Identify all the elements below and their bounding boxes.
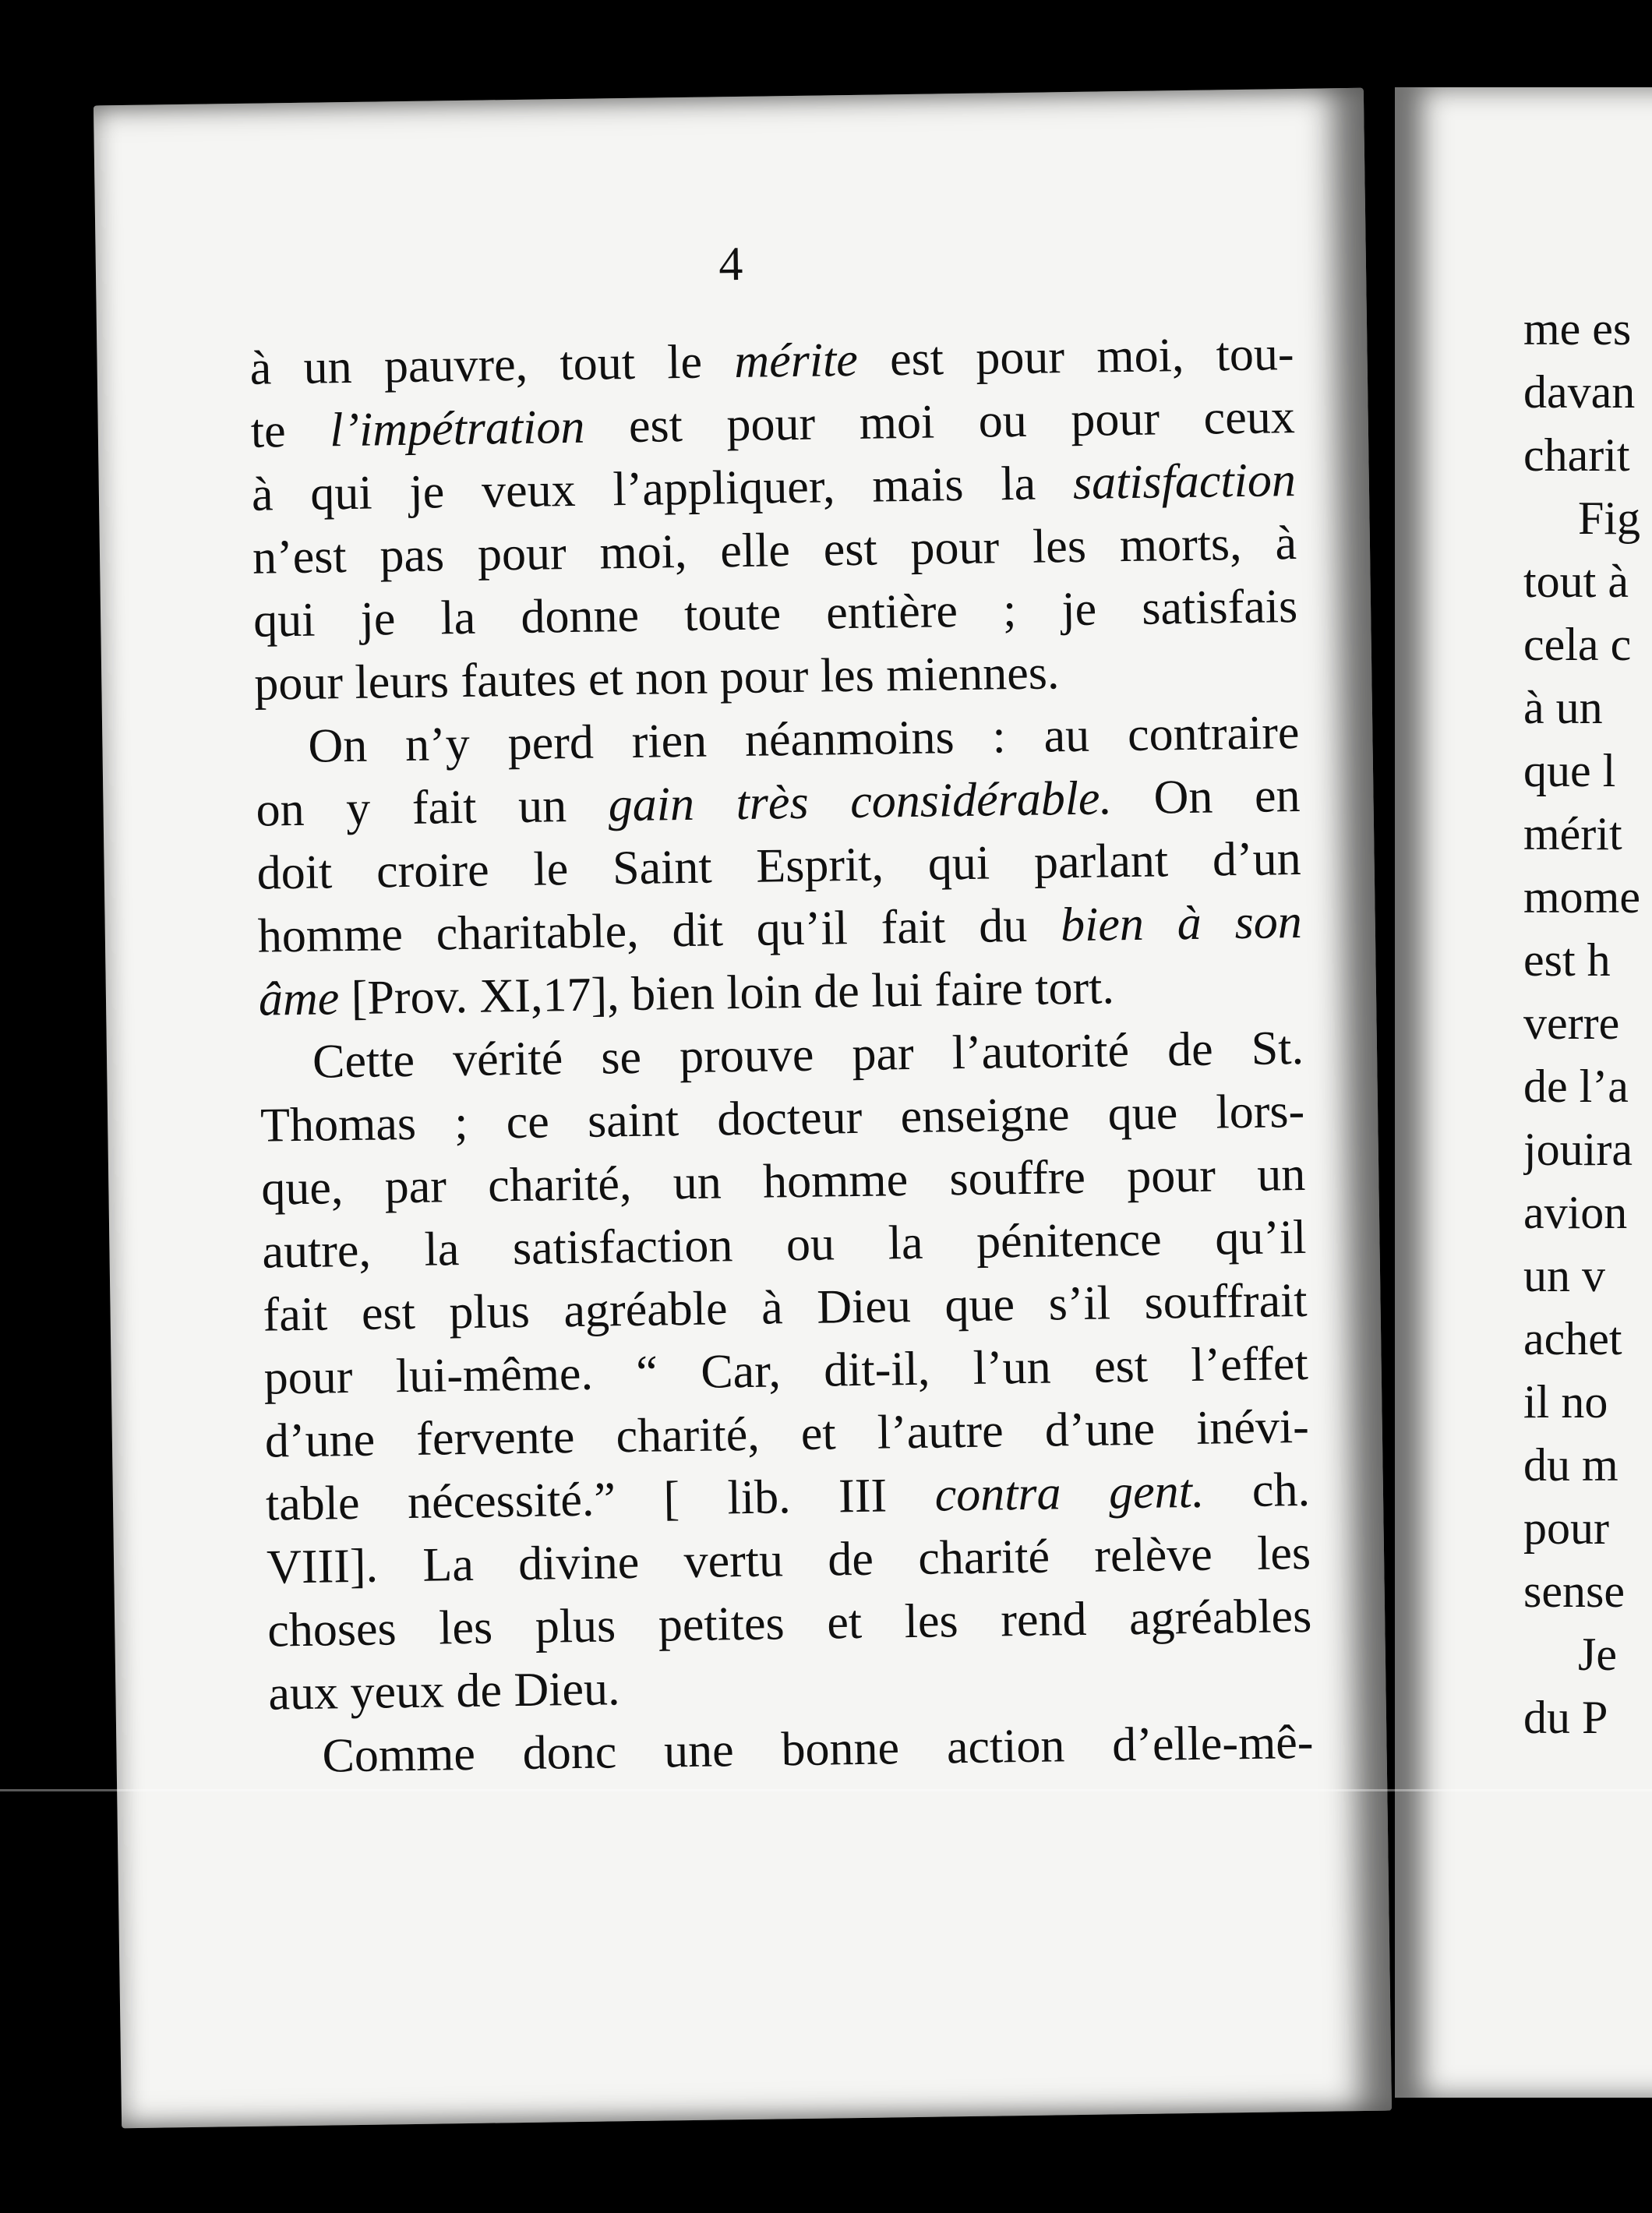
text-segment: fait est plus agréable à Dieu que s’il souffrait <box>263 1273 1308 1342</box>
text-segment: pour lui-même. “ Car, dit-il, l’un est l’effet <box>263 1336 1309 1405</box>
text-line: davan <box>1523 366 1636 418</box>
text-line: du P <box>1523 1692 1608 1743</box>
text-segment: on y fait un <box>256 778 609 837</box>
right-book-page <box>1395 87 1652 2098</box>
italic-text-segment: satisfaction <box>1072 454 1297 510</box>
text-line <box>269 1711 1314 1789</box>
text-segment: Cette vérité se prouve par l’autorité de St. <box>312 1021 1304 1089</box>
text-segment: autre, la satisfaction ou la pénitence qu’il <box>262 1210 1307 1279</box>
scan-artifact-line <box>0 1789 1652 1791</box>
text-segment: d’une fervente charité, et l’autre d’une inévi- <box>264 1399 1310 1468</box>
text-segment: pour leurs fautes et non pour les miennes. <box>253 646 1060 711</box>
text-line: avion <box>1523 1187 1628 1238</box>
text-line: il no <box>1523 1376 1608 1428</box>
text-line: tout à <box>1523 556 1629 607</box>
text-line: de l’a <box>1523 1061 1629 1112</box>
text-line: Je <box>1578 1629 1617 1680</box>
left-page-body-text <box>249 323 1314 1789</box>
italic-text-segment: âme <box>258 972 340 1026</box>
text-segment: qui je la donne toute entière ; je satisfais <box>252 579 1298 648</box>
text-line: un v <box>1523 1250 1605 1301</box>
italic-text-segment: contra gent. <box>934 1464 1205 1522</box>
italic-text-segment: l’impétration <box>329 400 585 457</box>
text-line: cela c <box>1523 619 1632 670</box>
text-line: me es <box>1523 303 1632 355</box>
text-line: mérit <box>1523 808 1622 859</box>
text-segment: que, par charité, un homme souffre pour un <box>260 1147 1306 1216</box>
text-line: à un <box>1523 682 1603 733</box>
text-segment: Thomas ; ce saint docteur enseigne que lors- <box>259 1084 1305 1152</box>
text-segment: choses les plus petites et les rend agréables <box>267 1589 1312 1657</box>
text-segment: VIII]. La divine vertu de charité relève les <box>266 1526 1311 1594</box>
text-segment: ch. <box>1203 1463 1311 1518</box>
text-line: mome <box>1523 871 1640 923</box>
text-segment: homme charitable, dit qu’il fait du <box>257 898 1061 963</box>
text-segment: n’est pas pour moi, elle est pour les morts, à <box>252 517 1297 584</box>
text-line: que l <box>1523 745 1616 796</box>
text-segment: table nécessité.” [ lib. III <box>265 1468 936 1531</box>
left-book-page <box>94 88 1392 2129</box>
text-segment: à un pauvre, tout le <box>249 335 735 395</box>
text-segment: On n’y perd rien néanmoins : au contraire <box>307 705 1300 773</box>
italic-text-segment: mérite <box>733 333 859 389</box>
text-segment: aux yeux de Dieu. <box>267 1662 620 1721</box>
text-segment: [Prov. XI,17], bien loin de lui faire tort. <box>338 961 1115 1025</box>
text-line: verre <box>1523 997 1620 1049</box>
text-line: Fig <box>1578 492 1641 544</box>
text-segment: On en <box>1111 768 1301 825</box>
italic-text-segment: gain très considérable. <box>608 771 1113 832</box>
right-page-clip <box>1395 87 1652 2098</box>
page-number: 4 <box>718 237 743 291</box>
text-segment: est pour moi, tou- <box>857 327 1295 386</box>
text-line: est h <box>1523 934 1611 986</box>
text-segment: te <box>250 404 330 458</box>
text-line: achet <box>1523 1313 1622 1364</box>
text-line: du m <box>1523 1439 1618 1491</box>
text-line: pour <box>1523 1502 1609 1554</box>
right-page-body-text <box>1523 298 1652 1749</box>
text-segment: est pour moi ou pour ceux <box>584 390 1296 454</box>
text-segment: à qui je veux l’appliquer, mais la <box>251 457 1074 521</box>
text-line: sense <box>1523 1565 1625 1617</box>
text-segment: Comme donc une bonne action d’elle-mê- <box>322 1715 1314 1783</box>
text-line: charit <box>1523 429 1630 481</box>
text-line: jouira <box>1523 1124 1633 1175</box>
italic-text-segment: bien à son <box>1060 895 1303 952</box>
text-segment: doit croire le Saint Esprit, qui parlant d’un <box>256 831 1302 900</box>
